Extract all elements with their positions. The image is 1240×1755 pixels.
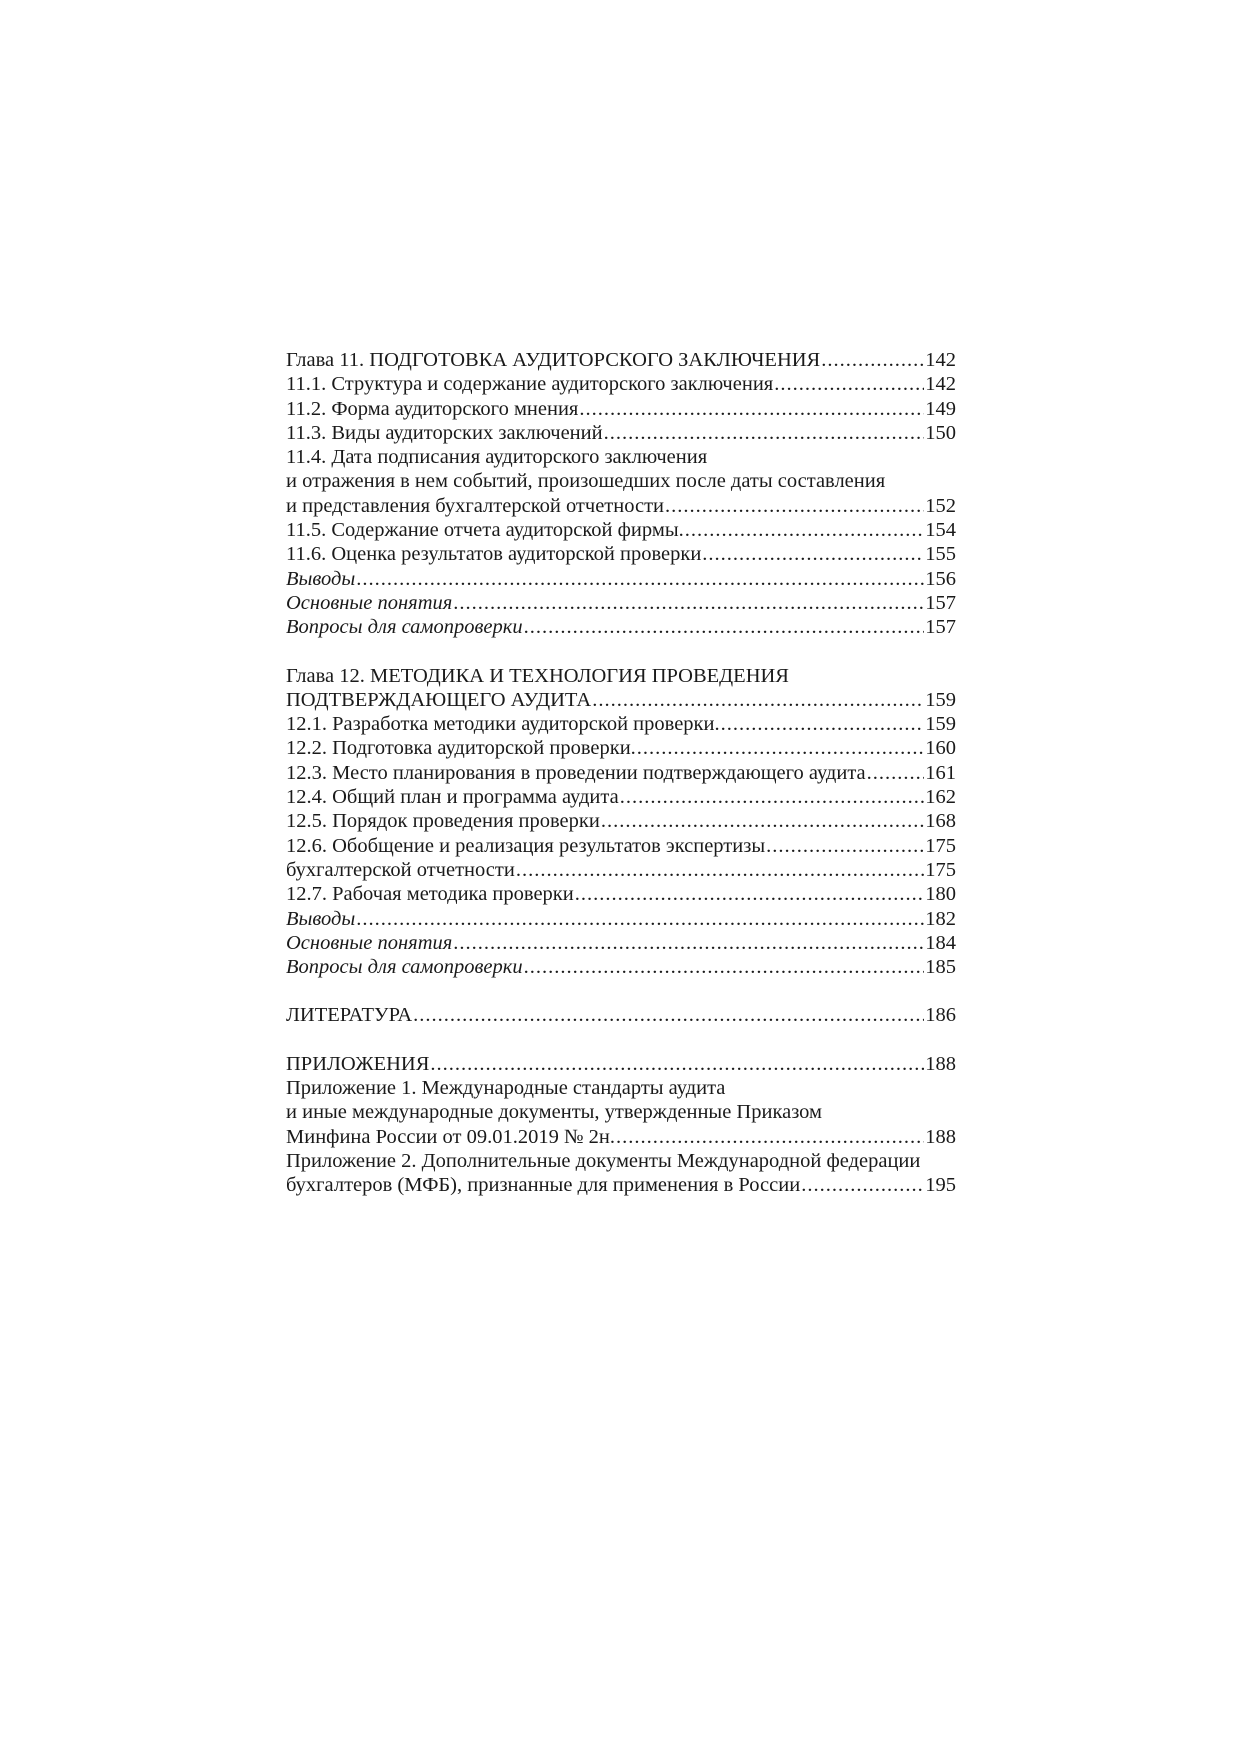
toc-entry-11-5 (286, 518, 956, 542)
toc-page-number: 161 (925, 761, 956, 784)
toc-entry-11-questions (286, 615, 956, 639)
dot-leader (774, 372, 924, 396)
toc-entry-title: Основные понятия (286, 931, 453, 954)
toc-entry-12-5 (286, 809, 956, 833)
toc-entry-title: ПРИЛОЖЕНИЯ (286, 1052, 430, 1075)
toc-page-number: 159 (925, 713, 956, 736)
toc-chapter-12-heading-line1: Глава 12. МЕТОДИКА И ТЕХНОЛОГИЯ ПРОВЕДЕНИЯ (286, 664, 789, 687)
toc-page-number: 156 (925, 567, 956, 590)
toc-page-number: 195 (925, 1174, 956, 1197)
toc-page-number: 154 (925, 519, 956, 542)
toc-chapter-12-heading (286, 688, 956, 712)
toc-entry-title: 11.5. Содержание отчета аудиторской фирмы. (286, 519, 684, 542)
section-spacer (286, 640, 956, 664)
toc-page-number: 142 (925, 373, 956, 396)
toc-entry-title: Глава 11. ПОДГОТОВКА АУДИТОРСКОГО ЗАКЛЮЧЕНИЯ (286, 349, 821, 371)
dot-leader (356, 567, 924, 591)
toc-entry-appendices (286, 1052, 956, 1076)
toc-entry-literature (286, 1003, 956, 1027)
toc-page-number: 186 (925, 1004, 956, 1027)
toc-entry-title: 12.3. Место планирования в проведении подтверждающего аудита (286, 761, 866, 784)
toc-entry-title: Вопросы для самопроверки (286, 956, 523, 979)
toc-entry-title: Основные понятия (286, 591, 453, 614)
toc-chapter-11-heading (286, 348, 956, 372)
table-of-contents (286, 348, 956, 1198)
dot-leader (867, 761, 925, 785)
toc-appendix-2 (286, 1173, 956, 1197)
toc-entry-12-7 (286, 882, 956, 906)
dot-leader (575, 882, 925, 906)
toc-page-number: 142 (925, 349, 956, 371)
dot-leader (592, 688, 924, 712)
toc-entry-title: бухгалтеров (МФБ), признанные для применения в России (286, 1174, 801, 1197)
toc-entry-11-2 (286, 397, 956, 421)
dot-leader (601, 809, 924, 833)
toc-page-number: 152 (925, 494, 956, 517)
toc-entry-title: 12.6. Обобщение и реализация результатов экспертизы (286, 834, 766, 857)
toc-entry-11-6 (286, 542, 956, 566)
toc-appendix-2-line1: Приложение 2. Дополнительные документы Международной федерации (286, 1149, 921, 1172)
dot-leader (616, 1125, 924, 1149)
toc-page-number: 168 (925, 810, 956, 833)
toc-page-number: 159 (925, 688, 956, 711)
toc-entry-12-conclusions (286, 907, 956, 931)
toc-entry-11-1 (286, 372, 956, 396)
toc-entry-title: Минфина России от 09.01.2019 № 2н. (286, 1125, 616, 1148)
toc-entry-title: Выводы (286, 907, 356, 930)
toc-page-number: 180 (925, 883, 956, 906)
toc-entry-12-6b (286, 858, 956, 882)
dot-leader (665, 494, 924, 518)
dot-leader (430, 1052, 924, 1076)
toc-entry-title: 12.2. Подготовка аудиторской проверки. (286, 737, 636, 760)
toc-appendix-1-line2: и иные международные документы, утвержденные Приказом (286, 1101, 823, 1124)
toc-entry-12-6 (286, 834, 956, 858)
dot-leader (702, 542, 924, 566)
toc-page-number: 157 (925, 616, 956, 639)
toc-entry-11-4-line1: 11.4. Дата подписания аудиторского заключения (286, 446, 708, 469)
toc-page-number: 162 (925, 786, 956, 809)
toc-entry-title: Выводы (286, 567, 356, 590)
toc-appendix-1-line1: Приложение 1. Международные стандарты аудита (286, 1077, 726, 1100)
dot-leader (516, 858, 924, 882)
section-spacer (286, 1028, 956, 1052)
dot-leader (453, 931, 924, 955)
dot-leader (637, 736, 924, 760)
toc-page-number: 175 (925, 834, 956, 857)
section-spacer (286, 979, 956, 1003)
dot-leader (801, 1173, 924, 1197)
toc-entry-title: ЛИТЕРАТУРА (286, 1004, 413, 1027)
toc-entry-title: 12.4. Общий план и программа аудита (286, 786, 619, 809)
dot-leader (821, 348, 924, 372)
toc-entry-11-conclusions (286, 567, 956, 591)
dot-leader (620, 785, 925, 809)
toc-entry-title: 12.1. Разработка методики аудиторской проверки. (286, 713, 720, 736)
dot-leader (766, 834, 924, 858)
toc-page-number: 184 (925, 931, 956, 954)
toc-entry-title: 12.7. Рабочая методика проверки (286, 883, 574, 906)
toc-entry-11-4-line2: и отражения в нем событий, произошедших после даты составления (286, 470, 886, 493)
toc-entry-12-2 (286, 736, 956, 760)
dot-leader (579, 397, 924, 421)
dot-leader (413, 1003, 924, 1027)
toc-entry-title: 11.2. Форма аудиторского мнения (286, 397, 579, 420)
toc-entry-title: бухгалтерской отчетности (286, 858, 515, 881)
dot-leader (356, 907, 924, 931)
toc-page-number: 157 (925, 591, 956, 614)
dot-leader (453, 591, 924, 615)
dot-leader (604, 421, 925, 445)
toc-page-number: 160 (925, 737, 956, 760)
toc-page-number: 155 (925, 543, 956, 566)
toc-page-number: 188 (925, 1052, 956, 1075)
toc-entry-title: 11.6. Оценка результатов аудиторской проверки (286, 543, 702, 566)
toc-entry-12-3 (286, 761, 956, 785)
toc-page-number: 150 (925, 421, 956, 444)
toc-entry-12-questions (286, 955, 956, 979)
toc-entry-title: 11.3. Виды аудиторских заключений (286, 421, 603, 444)
toc-entry-title: ПОДТВЕРЖДАЮЩЕГО АУДИТА (286, 688, 592, 711)
toc-entry-11-4 (286, 494, 956, 518)
toc-page-number: 182 (925, 907, 956, 930)
toc-entry-11-concepts (286, 591, 956, 615)
toc-page-number: 149 (925, 397, 956, 420)
toc-entry-12-concepts (286, 931, 956, 955)
toc-entry-title: 12.5. Порядок проведения проверки (286, 810, 600, 833)
toc-appendix-1 (286, 1125, 956, 1149)
toc-page-number: 188 (925, 1125, 956, 1148)
dot-leader (524, 615, 925, 639)
toc-entry-12-1 (286, 712, 956, 736)
toc-page-number: 185 (925, 956, 956, 979)
toc-entry-title: Вопросы для самопроверки (286, 616, 523, 639)
toc-entry-11-3 (286, 421, 956, 445)
dot-leader (721, 712, 925, 736)
toc-entry-title: 11.1. Структура и содержание аудиторского заключения (286, 373, 774, 396)
toc-page-number: 175 (925, 858, 956, 881)
dot-leader (524, 955, 925, 979)
toc-entry-title: и представления бухгалтерской отчетности (286, 494, 665, 517)
dot-leader (685, 518, 925, 542)
toc-entry-12-4 (286, 785, 956, 809)
